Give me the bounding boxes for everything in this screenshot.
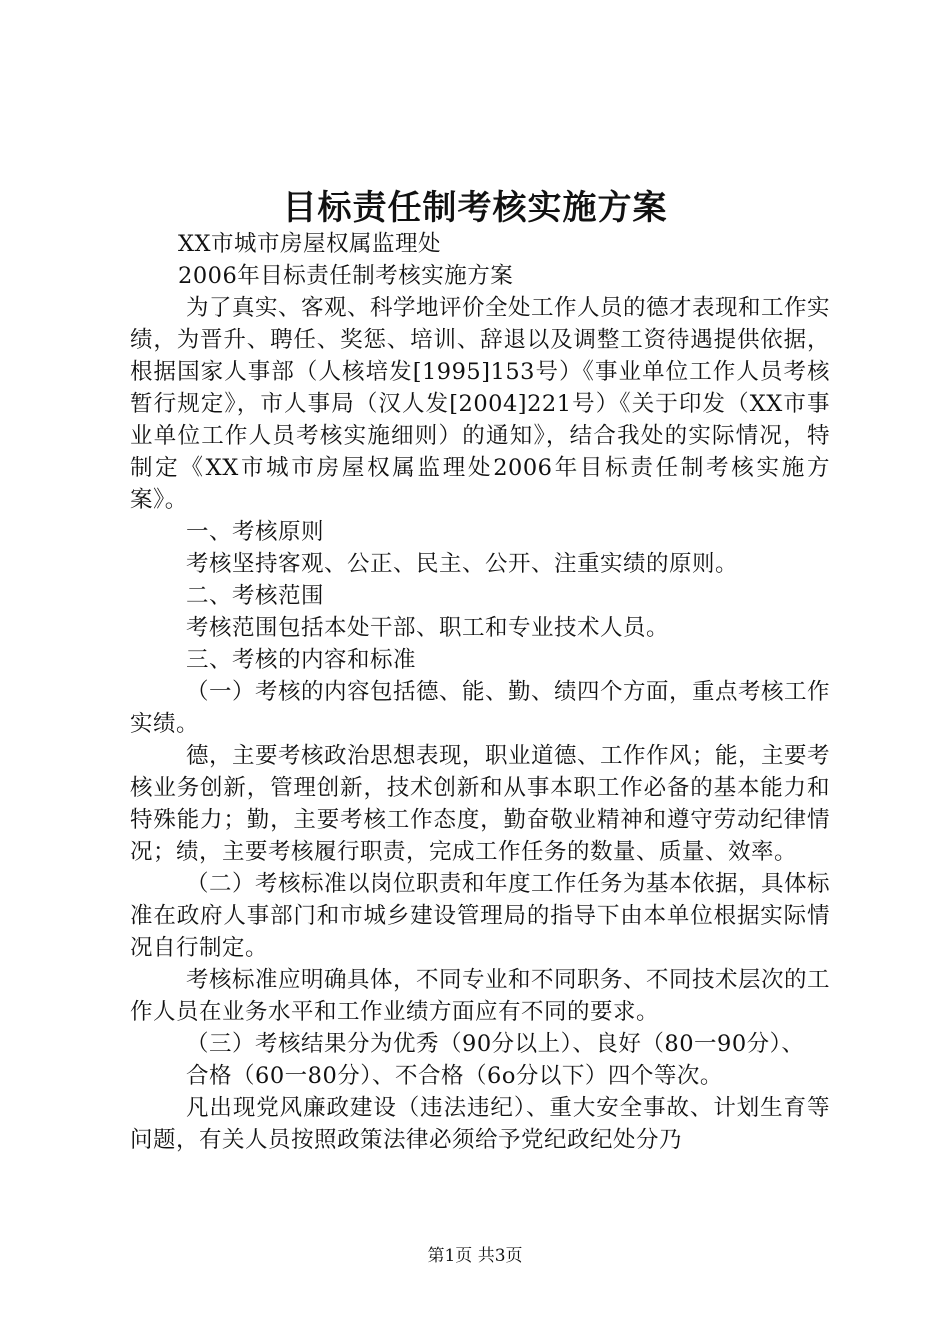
paragraph-standards: 考核标准应明确具体，不同专业和不同职务、不同技术层次的工作人员在业务水平和工作业绩方面应有不同的要求。 [130, 967, 831, 1025]
paragraph-scope: 考核范围包括本处干部、职工和专业技术人员。 [186, 615, 670, 641]
paragraph-content-3: （三）考核结果分为优秀（90分以上）、良好（80一90分）、 [186, 1031, 805, 1057]
subtitle-line: 2006年目标责任制考核实施方案 [178, 263, 514, 289]
paragraph-principles: 考核坚持客观、公正、民主、公开、注重实绩的原则。 [186, 551, 739, 577]
paragraph-discipline: 凡出现党风廉政建设（违法违纪）、重大安全事故、计划生育等问题，有关人员按照政策法律必须给予党纪政纪处分乃 [130, 1095, 830, 1153]
paragraph-purpose: 为了真实、客观、科学地评价全处工作人员的德才表现和工作实绩，为晋升、聘任、奖惩、培训、辞退以及调整工资待遇提供依据，根据国家人事部（人核培发[1995]153号）《事业单位工作人员考核暂行规定》，市人事局（汉人发[2004]221号）《关于印发（XX市事业单位工作人员考核实施细则）的通知》，结合我处的实际情况，特制定《XX市城市房屋权属监理处2006年目标责任制考核实施方案》。 [130, 295, 831, 513]
document-body [130, 228, 830, 1156]
page-number-footer: 第1页 共3页 [427, 1246, 523, 1266]
section-heading-content: 三、考核的内容和标准 [186, 647, 417, 673]
paragraph-content-1: （一）考核的内容包括德、能、勤、绩四个方面，重点考核工作实绩。 [130, 679, 831, 737]
paragraph-grades: 合格（60一80分）、不合格（6o分以下）四个等次。 [186, 1063, 723, 1089]
section-heading-scope: 二、考核范围 [186, 583, 325, 609]
issuer-line: XX市城市房屋权属监理处 [178, 231, 442, 257]
paragraph-content-2: （二）考核标准以岗位职责和年度工作任务为基本依据，具体标准在政府人事部门和市城乡建设管理局的指导下由本单位根据实际情况自行制定。 [130, 871, 831, 961]
document-title: 目标责任制考核实施方案 [282, 188, 668, 228]
paragraph-content-detail: 德，主要考核政治思想表现，职业道德、工作作风；能，主要考核业务创新，管理创新，技术创新和从事本职工作必备的基本能力和特殊能力；勤，主要考核工作态度，勤奋敬业精神和遵守劳动纪律情况；绩，主要考核履行职责，完成工作任务的数量、质量、效率。 [130, 743, 831, 865]
section-heading-principles: 一、考核原则 [186, 519, 325, 545]
